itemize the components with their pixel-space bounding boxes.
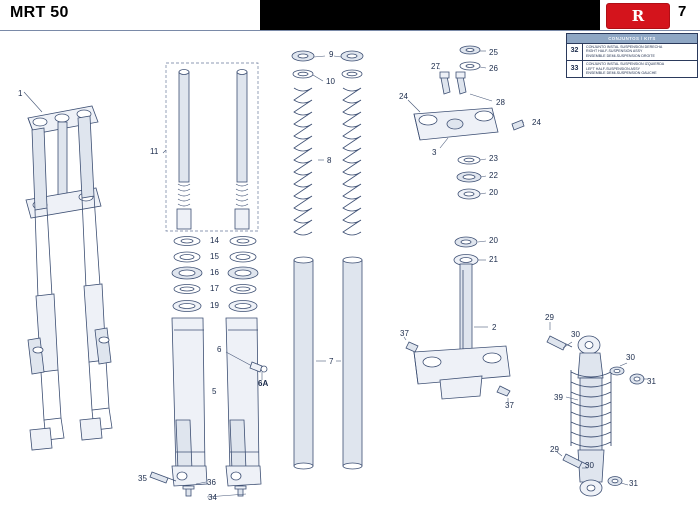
callout-14: 14	[210, 236, 219, 245]
legend-line-fr: ENSEMBLE DEMI-SUSPENSION DROITE	[586, 53, 655, 58]
callout-3: 3	[432, 148, 437, 157]
callout-39: 39	[554, 393, 563, 402]
callout-24-top: 24	[399, 92, 408, 101]
part-group-fork-tubes	[294, 257, 362, 469]
callout-30-b: 30	[626, 353, 635, 362]
callout-6A: 6A	[258, 379, 269, 388]
callout-31-a: 31	[647, 377, 656, 386]
callout-35: 35	[138, 474, 147, 483]
legend-line-es: CONJUNTO INSTAL SUSPENSION DERECHA	[586, 45, 663, 49]
callout-15: 15	[210, 252, 219, 261]
callout-30-a: 30	[571, 330, 580, 339]
legend-line-en: LEFT HALF-SUSPENSION ASSY	[586, 66, 641, 71]
part-group-rear-shock-absorber	[547, 322, 648, 496]
callout-28: 28	[496, 98, 505, 107]
callout-9: 9	[329, 50, 334, 59]
legend-line-es: CONJUNTO INSTAL SUSPENSION IZQUIERDA	[586, 62, 665, 67]
legend-line-fr: ENSEMBLE DEMI-SUSPENSION GAUCHE	[586, 71, 657, 76]
callout-29-bottom: 29	[550, 445, 559, 454]
part-group-fork-cartridge	[163, 63, 258, 231]
callout-17: 17	[210, 284, 219, 293]
callout-5: 5	[212, 387, 217, 396]
callout-19: 19	[210, 301, 219, 310]
part-group-upper-triple-clamp	[408, 46, 524, 199]
callout-27: 27	[431, 62, 440, 71]
page-number: 7	[678, 3, 687, 20]
legend-line-en: RIGHT HALF-SUSPENSION ASSY	[586, 49, 643, 54]
callout-24-right: 24	[532, 118, 541, 127]
callout-37-bottom: 37	[505, 401, 514, 410]
brand-logo-glyph: R	[631, 7, 645, 25]
page-title: MRT 50	[10, 4, 69, 21]
legend-row-number: 33	[567, 61, 583, 77]
callout-36: 36	[207, 478, 216, 487]
callout-10: 10	[326, 77, 335, 86]
part-group-fork-sliders	[150, 318, 267, 497]
callout-34: 34	[208, 493, 217, 502]
callout-6: 6	[217, 345, 222, 354]
callout-20-lower: 20	[489, 236, 498, 245]
callout-16: 16	[210, 268, 219, 277]
callout-1: 1	[18, 89, 23, 98]
legend-header: CONJUNTOS / KITS	[567, 34, 697, 44]
callout-30-c: 30	[585, 461, 594, 470]
callout-2: 2	[492, 323, 497, 332]
callout-25: 25	[489, 48, 498, 57]
callout-37-top: 37	[400, 329, 409, 338]
callout-26: 26	[489, 64, 498, 73]
callout-21: 21	[489, 255, 498, 264]
callout-31-b: 31	[629, 479, 638, 488]
callout-11: 11	[150, 147, 159, 156]
callout-20-upper: 20	[489, 188, 498, 197]
part-group-front-fork-assembly	[24, 92, 112, 450]
legend-row-number: 32	[567, 44, 583, 60]
callout-22: 22	[489, 171, 498, 180]
callout-29-top: 29	[545, 313, 554, 322]
callout-23: 23	[489, 154, 498, 163]
callout-8: 8	[327, 156, 332, 165]
callout-7: 7	[329, 357, 334, 366]
